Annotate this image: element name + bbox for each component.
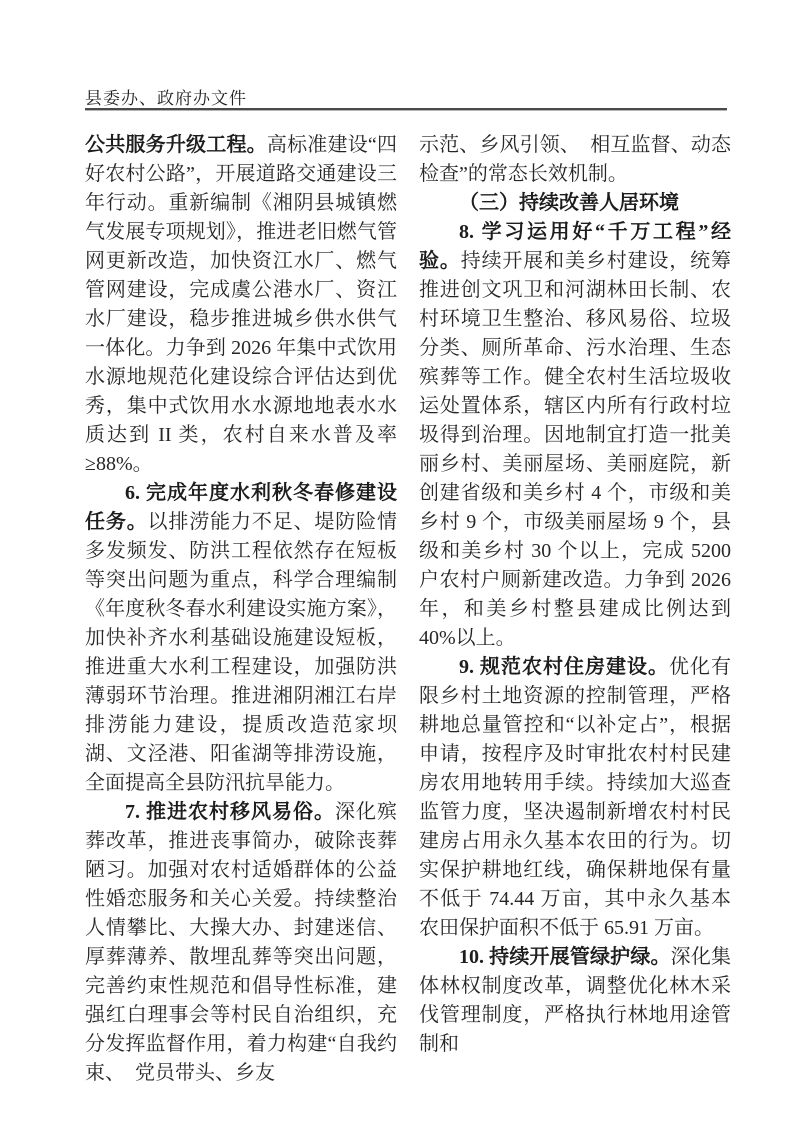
paragraph-lead-bold-text: 10. 持续开展管绿护绿。 [459,946,671,968]
paragraph-body-text: 以排涝能力不足、堤防险情多发频发、防洪工程依然存在短板等突出问题为重点，科学合理编制《年度秋冬春水利建设实施方案》，加快补齐水利基础设施建设短板，推进重大水利工程建设，加强防洪薄弱环节治理。推进湘阴湘江右岸排涝能力建设，提质改造范家坝湖、文泾港、阳雀湖等排涝设施，全面提高全县防汛抗旱能力。 [85,511,398,794]
paragraph-lead-bold-text: 7. 推进农村移风易俗。 [125,801,335,823]
paragraph-body-text: 高标准建设“四好农村公路”，开展道路交通建设三年行动。重新编制《湘阴县城镇燃气发展专项规划》，推进老旧燃气管网更新改造，加快资江水厂、燃气管网建设，完成虞公港水厂、资江水厂建设，稳步推进城乡供水供气一体化。力争到 2026 年集中式饮用水源地规范化建设综合评估达到优秀，集中式饮用水水源地地表水水质达到 II 类，农村自来水普及率≥88%。 [85,134,397,475]
paragraph-lead-bold-text: （三）持续改善人居环境 [459,192,679,214]
paragraph-body-text: 深化殡葬改革，推进丧事简办，破除丧葬陋习。加强对农村适婚群体的公益性婚恋服务和关心关爱。持续整治人情攀比、大操大办、封建迷信、厚葬薄养、散埋乱葬等突出问题，完善约束性规范和倡导性标准，建强红白理事会等村民自治组织，充分发挥监督作用，着力构建“自我约束、 党员带头、乡友 [85,801,397,1084]
paragraph-lead-bold-text: 8. 学习运用好“千万工程”经验。 [419,221,731,272]
paragraph [419,653,731,943]
paragraph [419,218,731,653]
paragraph-body-text: 持续开展和美乡村建设，统筹推进创文巩卫和河湖林田长制、农村环境卫生整治、移风易俗、垃圾分类、厕所革命、污水治理、生态殡葬等工作。健全农村生活垃圾收运处置体系，辖区内所有行政村垃圾得到治理。因地制宜打造一批美丽乡村、美丽屋场、美丽庭院，新创建省级和美乡村 4 个，市级和美乡村 9 个，市级美丽屋场 9 个，县级和美乡村 30 个以上，完成 5200 户农村户厕新建改造。力争到 2026 年，和美乡村整县建成比例达到 40%以上。 [419,250,732,649]
paragraph [85,131,397,479]
paragraph-body-text: 优化有限乡村土地资源的控制管理，严格耕地总量管控和“以补定占”，根据申请，按程序及时审批农村村民建房农用地转用手续。持续加大巡查监管力度，坚决遏制新增农村村民建房占用永久基本农田的行为。切实保护耕地红线，确保耕地保有量不低于 74.44 万亩，其中永久基本农田保护面积不低于 65.91 万亩。 [419,656,731,939]
paragraph [419,943,731,1059]
paragraph [419,131,731,189]
paragraph-body-text: 深化集体林权制度改革，调整优化林木采伐管理制度，严格执行林地用途管制和 [419,946,732,1055]
paragraph-lead-bold-text: 6. 完成年度水利秋冬春修建设任务。 [85,482,397,533]
header-divider-line [85,108,727,111]
text-columns [85,131,731,1088]
paragraph-lead-bold-text: 9. 规范农村住房建设。 [459,656,669,678]
paragraph [85,479,397,798]
column-left [85,131,397,1088]
paragraph-lead-bold-text: 公共服务升级工程。 [85,134,267,156]
paragraph-body-text: 示范、乡风引领、 相互监督、动态检查”的常态长效机制。 [419,134,731,185]
paragraph [85,798,397,1088]
section-heading [419,189,731,218]
column-right [419,131,731,1088]
document-header-label: 县委办、政府办文件 [85,89,247,108]
